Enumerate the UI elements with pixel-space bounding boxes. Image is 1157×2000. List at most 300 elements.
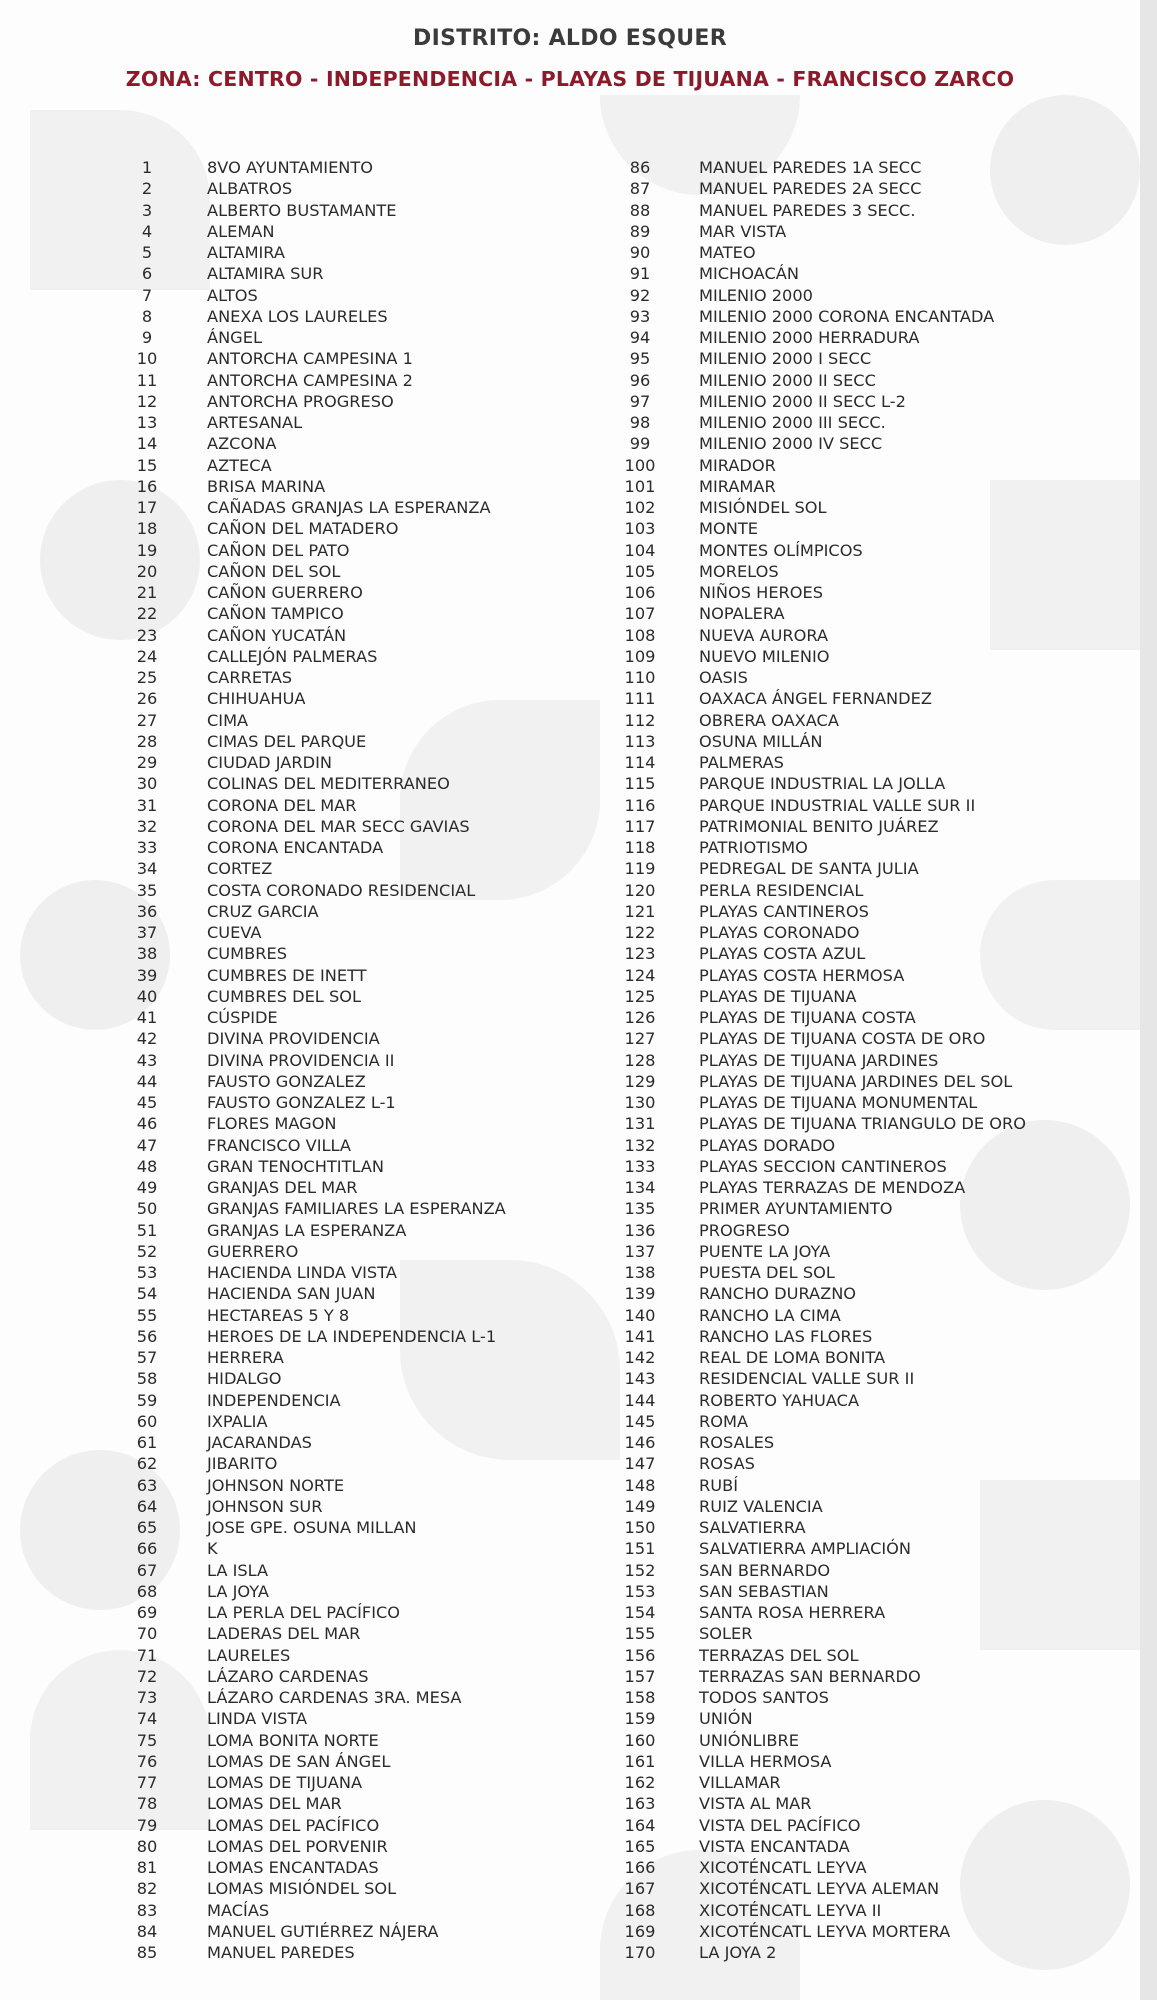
item-name: PARQUE INDUSTRIAL LA JOLLA	[699, 774, 946, 794]
item-number: 81	[136, 1858, 158, 1877]
item-name: TODOS SANTOS	[699, 1688, 829, 1707]
item-number: 169	[624, 1921, 656, 1941]
item-number: 24	[136, 646, 158, 666]
item-number: 114	[624, 753, 656, 772]
item-name: JIBARITO	[207, 1454, 278, 1474]
item-number: 38	[136, 944, 158, 964]
item-number: 129	[624, 1071, 656, 1091]
item-name: TERRAZAS DEL SOL	[699, 1645, 859, 1665]
item-number: 131	[624, 1114, 656, 1134]
item-number: 60	[136, 1411, 158, 1431]
item-name: PLAYAS CANTINEROS	[699, 901, 869, 921]
item-number: 99	[629, 434, 651, 454]
item-name: CORONA ENCANTADA	[207, 838, 384, 857]
item-name: ANTORCHA CAMPESINA 2	[207, 370, 413, 390]
item-name: NIÑOS HEROES	[699, 583, 824, 602]
item-name: ARTESANAL	[207, 413, 303, 432]
item-name: REAL DE LOMA BONITA	[699, 1348, 886, 1367]
item-number: 29	[136, 753, 158, 772]
item-number: 64	[136, 1496, 158, 1516]
item-name: RANCHO LAS FLORES	[699, 1326, 873, 1346]
item-number: 132	[624, 1135, 656, 1155]
item-name: SANTA ROSA HERRERA	[699, 1603, 886, 1622]
item-name: MANUEL PAREDES 2A SECC	[699, 179, 922, 199]
item-number: 112	[624, 710, 656, 730]
item-name: FRANCISCO VILLA	[207, 1135, 351, 1155]
item-number: 155	[624, 1624, 656, 1644]
item-name: CAÑON DEL PATO	[207, 540, 350, 560]
item-name: PLAYAS TERRAZAS DE MENDOZA	[699, 1178, 966, 1197]
item-number: 66	[136, 1539, 158, 1559]
item-number: 102	[624, 498, 656, 517]
item-name: GUERRERO	[207, 1241, 299, 1261]
item-number: 137	[624, 1241, 656, 1261]
item-name: MONTE	[699, 519, 758, 539]
item-name: SOLER	[699, 1624, 753, 1644]
item-number: 61	[136, 1433, 158, 1452]
item-name: CAÑON DEL SOL	[207, 561, 341, 581]
item-number: 125	[624, 986, 656, 1006]
item-name: COSTA CORONADO RESIDENCIAL	[207, 880, 476, 900]
item-name: JOHNSON SUR	[207, 1496, 323, 1516]
item-number: 35	[136, 880, 158, 900]
item-number: 16	[136, 476, 158, 496]
item-number: 33	[136, 838, 158, 857]
item-name: PLAYAS DE TIJUANA JARDINES DEL SOL	[699, 1071, 1013, 1091]
item-name: PRIMER AYUNTAMIENTO	[699, 1199, 893, 1219]
item-name: UNIÓNLIBRE	[699, 1730, 799, 1750]
item-name: JACARANDAS	[207, 1433, 312, 1452]
item-name: LOMAS ENCANTADAS	[207, 1858, 379, 1877]
item-name: CORONA DEL MAR	[207, 795, 357, 815]
item-number: 40	[136, 986, 158, 1006]
item-name: PLAYAS DE TIJUANA COSTA DE ORO	[699, 1029, 986, 1049]
item-number: 115	[624, 774, 656, 794]
item-number: 88	[629, 200, 651, 220]
item-name: MAR VISTA	[699, 221, 787, 241]
item-number: 153	[624, 1581, 656, 1601]
item-number: 156	[624, 1645, 656, 1665]
item-name: ROMA	[699, 1411, 749, 1431]
item-name: CAÑON TAMPICO	[207, 604, 344, 624]
item-name: CARRETAS	[207, 668, 293, 687]
item-number: 93	[629, 306, 651, 326]
item-number: 117	[624, 816, 656, 836]
item-number: 123	[624, 944, 656, 964]
item-name: ALEMAN	[207, 221, 275, 241]
item-number: 20	[136, 561, 158, 581]
item-name: MATEO	[699, 243, 756, 262]
item-number: 17	[136, 498, 158, 517]
item-name: RUIZ VALENCIA	[699, 1496, 823, 1516]
item-name: VISTA AL MAR	[699, 1794, 812, 1814]
item-name: K	[207, 1539, 218, 1559]
item-number: 5	[141, 243, 153, 262]
item-number: 74	[136, 1709, 158, 1729]
item-name: SALVATIERRA	[699, 1518, 806, 1537]
item-number: 170	[624, 1943, 656, 1962]
item-name: MILENIO 2000 HERRADURA	[699, 328, 920, 347]
item-number: 49	[136, 1178, 158, 1197]
item-number: 147	[624, 1454, 656, 1474]
item-number: 154	[624, 1603, 656, 1622]
item-number: 27	[136, 710, 158, 730]
item-name: LÁZARO CARDENAS 3RA. MESA	[207, 1688, 462, 1707]
item-number: 67	[136, 1560, 158, 1580]
item-name: LOMAS DE SAN ÁNGEL	[207, 1751, 391, 1771]
item-name: HERRERA	[207, 1348, 284, 1367]
item-number: 30	[136, 774, 158, 794]
item-number: 92	[629, 285, 651, 305]
item-name: ALBATROS	[207, 179, 293, 199]
item-number: 68	[136, 1581, 158, 1601]
item-name: ALTOS	[207, 285, 258, 305]
item-number: 136	[624, 1220, 656, 1240]
item-name: VISTA ENCANTADA	[699, 1836, 850, 1856]
item-number: 140	[624, 1305, 656, 1325]
item-number: 152	[624, 1560, 656, 1580]
item-name: ANTORCHA CAMPESINA 1	[207, 349, 413, 369]
item-name: PLAYAS DORADO	[699, 1135, 836, 1155]
item-name: CIUDAD JARDIN	[207, 753, 332, 772]
item-number: 105	[624, 561, 656, 581]
item-number: 168	[624, 1900, 656, 1920]
item-name: AZCONA	[207, 434, 277, 454]
item-name: PUESTA DEL SOL	[699, 1263, 835, 1282]
item-name: HIDALGO	[207, 1369, 282, 1389]
item-number: 122	[624, 923, 656, 942]
item-number: 62	[136, 1454, 158, 1474]
item-number: 42	[136, 1029, 158, 1049]
item-number: 95	[629, 349, 651, 369]
item-number: 113	[624, 731, 656, 751]
item-name: CAÑON YUCATÁN	[207, 625, 347, 645]
item-number: 19	[136, 540, 158, 560]
district-title: DISTRITO: ALDO ESQUER	[413, 26, 727, 51]
item-name: HACIENDA SAN JUAN	[207, 1284, 376, 1304]
item-number: 13	[136, 413, 158, 432]
item-name: CUMBRES	[207, 944, 287, 964]
item-name: OSUNA MILLÁN	[699, 731, 823, 751]
zone-subtitle: ZONA: CENTRO - INDEPENDENCIA - PLAYAS DE TIJUANA - FRANCISCO ZARCO	[125, 67, 1015, 91]
item-name: ANTORCHA PROGRESO	[207, 391, 394, 411]
item-number: 87	[629, 179, 651, 199]
item-name: PLAYAS DE TIJUANA	[699, 986, 857, 1006]
item-number: 2	[141, 179, 153, 199]
item-name: CIMA	[207, 710, 249, 730]
item-name: PEDREGAL DE SANTA JULIA	[699, 859, 919, 879]
item-number: 26	[136, 689, 158, 709]
item-name: MANUEL PAREDES 3 SECC.	[699, 200, 916, 220]
item-name: MIRADOR	[699, 455, 776, 475]
item-number: 86	[629, 158, 651, 177]
item-name: HEROES DE LA INDEPENDENCIA L-1	[207, 1326, 497, 1346]
item-number: 79	[136, 1815, 158, 1835]
item-name: XICOTÉNCATL LEYVA II	[699, 1900, 882, 1920]
item-name: 8VO AYUNTAMIENTO	[207, 158, 374, 177]
item-number: 150	[624, 1518, 656, 1537]
item-name: LOMAS DEL PACÍFICO	[207, 1815, 380, 1835]
item-number: 72	[136, 1666, 158, 1686]
item-name: DIVINA PROVIDENCIA II	[207, 1050, 395, 1070]
item-number: 134	[624, 1178, 656, 1197]
item-number: 6	[141, 264, 153, 284]
item-number: 162	[624, 1773, 656, 1792]
item-name: MANUEL PAREDES 1A SECC	[699, 158, 922, 177]
item-name: PLAYAS DE TIJUANA COSTA	[699, 1008, 916, 1027]
item-number: 119	[624, 859, 656, 879]
item-number: 48	[136, 1156, 158, 1176]
item-number: 151	[624, 1539, 656, 1559]
item-name: PLAYAS DE TIJUANA MONUMENTAL	[699, 1093, 978, 1112]
item-number: 166	[624, 1858, 656, 1877]
item-name: OAXACA ÁNGEL FERNANDEZ	[699, 689, 932, 709]
item-number: 53	[136, 1263, 158, 1282]
item-name: MILENIO 2000 II SECC L-2	[699, 391, 906, 411]
item-name: MILENIO 2000 III SECC.	[699, 413, 886, 432]
item-name: VISTA DEL PACÍFICO	[699, 1815, 861, 1835]
item-number: 3	[141, 200, 153, 220]
item-name: HECTAREAS 5 Y 8	[207, 1305, 350, 1325]
item-number: 91	[629, 264, 651, 284]
item-name: IXPALIA	[207, 1411, 268, 1431]
item-number: 100	[624, 455, 656, 475]
item-name: LINDA VISTA	[207, 1709, 308, 1729]
item-number: 157	[624, 1666, 656, 1686]
item-name: MILENIO 2000 CORONA ENCANTADA	[699, 306, 995, 326]
item-name: LA JOYA	[207, 1581, 269, 1601]
item-number: 76	[136, 1751, 158, 1771]
item-name: VILLAMAR	[699, 1773, 781, 1792]
item-number: 18	[136, 519, 158, 539]
item-name: COLINAS DEL MEDITERRANEO	[207, 774, 450, 794]
item-number: 83	[136, 1900, 158, 1920]
item-name: GRAN TENOCHTITLAN	[207, 1156, 385, 1176]
item-name: AZTECA	[207, 455, 272, 475]
item-number: 58	[136, 1369, 158, 1389]
item-name: LA ISLA	[207, 1560, 269, 1580]
item-number: 103	[624, 519, 656, 539]
item-name: PLAYAS DE TIJUANA TRIANGULO DE ORO	[699, 1114, 1026, 1134]
item-name: INDEPENDENCIA	[207, 1390, 341, 1410]
item-number: 94	[629, 328, 651, 347]
item-number: 78	[136, 1794, 158, 1814]
item-name: PERLA RESIDENCIAL	[699, 880, 864, 900]
item-number: 167	[624, 1879, 656, 1899]
item-number: 44	[136, 1071, 158, 1091]
item-name: CORONA DEL MAR SECC GAVIAS	[207, 816, 470, 836]
item-name: LAURELES	[207, 1645, 291, 1665]
item-number: 55	[136, 1305, 158, 1325]
item-name: TERRAZAS SAN BERNARDO	[699, 1666, 921, 1686]
item-name: GRANJAS LA ESPERANZA	[207, 1220, 407, 1240]
item-name: NUEVA AURORA	[699, 625, 829, 645]
item-number: 1	[141, 158, 153, 177]
item-name: LÁZARO CARDENAS	[207, 1666, 369, 1686]
item-number: 143	[624, 1369, 656, 1389]
item-number: 39	[136, 965, 158, 985]
item-number: 160	[624, 1730, 656, 1750]
item-name: LA PERLA DEL PACÍFICO	[207, 1603, 401, 1622]
item-name: CAÑADAS GRANJAS LA ESPERANZA	[207, 498, 491, 517]
item-number: 54	[136, 1284, 158, 1304]
item-number: 9	[141, 328, 153, 347]
item-number: 45	[136, 1093, 158, 1112]
item-number: 158	[624, 1688, 656, 1707]
item-name: MISIÓNDEL SOL	[699, 498, 827, 517]
item-name: XICOTÉNCATL LEYVA ALEMAN	[699, 1879, 940, 1899]
item-name: GRANJAS FAMILIARES LA ESPERANZA	[207, 1199, 506, 1219]
item-number: 138	[624, 1263, 656, 1282]
item-number: 111	[624, 689, 656, 709]
item-number: 109	[624, 646, 656, 666]
item-name: ALTAMIRA SUR	[207, 264, 324, 284]
item-number: 104	[624, 540, 656, 560]
item-name: CUMBRES DEL SOL	[207, 986, 362, 1006]
item-name: MORELOS	[699, 561, 779, 581]
item-number: 41	[136, 1008, 158, 1027]
item-number: 159	[624, 1709, 656, 1729]
item-number: 107	[624, 604, 656, 624]
item-number: 4	[141, 221, 153, 241]
item-name: PLAYAS DE TIJUANA JARDINES	[699, 1050, 939, 1070]
item-name: CRUZ GARCIA	[207, 901, 319, 921]
item-name: MICHOACÁN	[699, 264, 799, 284]
item-number: 32	[136, 816, 158, 836]
item-number: 89	[629, 221, 651, 241]
item-name: BRISA MARINA	[207, 476, 326, 496]
item-number: 101	[624, 476, 656, 496]
item-number: 90	[629, 243, 651, 262]
item-number: 46	[136, 1114, 158, 1134]
item-name: PUENTE LA JOYA	[699, 1241, 831, 1261]
item-name: PLAYAS COSTA AZUL	[699, 944, 866, 964]
item-number: 148	[624, 1475, 656, 1495]
item-number: 141	[624, 1326, 656, 1346]
item-number: 80	[136, 1836, 158, 1856]
item-number: 126	[624, 1008, 656, 1027]
item-name: FAUSTO GONZALEZ	[207, 1071, 366, 1091]
item-number: 146	[624, 1433, 656, 1452]
item-name: CORTEZ	[207, 859, 273, 879]
item-number: 165	[624, 1836, 656, 1856]
item-name: MILENIO 2000	[699, 285, 813, 305]
item-name: VILLA HERMOSA	[699, 1751, 832, 1771]
item-number: 85	[136, 1943, 158, 1962]
item-number: 163	[624, 1794, 656, 1814]
item-name: NUEVO MILENIO	[699, 646, 830, 666]
item-number: 127	[624, 1029, 656, 1049]
item-number: 10	[136, 349, 158, 369]
item-number: 56	[136, 1326, 158, 1346]
item-name: DIVINA PROVIDENCIA	[207, 1029, 380, 1049]
item-number: 11	[136, 370, 158, 390]
item-name: MONTES OLÍMPICOS	[699, 540, 863, 560]
item-name: PARQUE INDUSTRIAL VALLE SUR II	[699, 795, 976, 815]
item-number: 8	[141, 306, 153, 326]
item-name: ÁNGEL	[207, 328, 262, 347]
item-number: 128	[624, 1050, 656, 1070]
item-name: LA JOYA 2	[699, 1943, 777, 1962]
item-number: 70	[136, 1624, 158, 1644]
item-number: 63	[136, 1475, 158, 1495]
item-name: CUMBRES DE INETT	[207, 965, 367, 985]
item-name: FLORES MAGON	[207, 1114, 337, 1134]
item-number: 108	[624, 625, 656, 645]
item-number: 133	[624, 1156, 656, 1176]
item-name: JOHNSON NORTE	[207, 1475, 345, 1495]
item-name: LOMAS MISIÓNDEL SOL	[207, 1879, 397, 1899]
item-number: 97	[629, 391, 651, 411]
item-name: PLAYAS CORONADO	[699, 923, 860, 942]
item-number: 98	[629, 413, 651, 432]
item-name: CAÑON DEL MATADERO	[207, 519, 399, 539]
item-number: 71	[136, 1645, 158, 1665]
item-number: 15	[136, 455, 158, 475]
item-name: CAÑON GUERRERO	[207, 583, 363, 602]
item-name: ROSAS	[699, 1454, 755, 1474]
item-number: 25	[136, 668, 158, 687]
item-name: PALMERAS	[699, 753, 784, 772]
item-number: 106	[624, 583, 656, 602]
item-name: MILENIO 2000 II SECC	[699, 370, 876, 390]
item-name: RESIDENCIAL VALLE SUR II	[699, 1369, 915, 1389]
item-number: 43	[136, 1050, 158, 1070]
item-number: 21	[136, 583, 158, 602]
item-name: ALTAMIRA	[207, 243, 285, 262]
page-scrollbar[interactable]	[1140, 0, 1157, 2000]
item-number: 130	[624, 1093, 656, 1112]
item-number: 65	[136, 1518, 158, 1537]
item-name: MANUEL PAREDES	[207, 1943, 355, 1962]
item-number: 7	[141, 285, 153, 305]
item-number: 124	[624, 965, 656, 985]
item-number: 12	[136, 391, 158, 411]
item-number: 82	[136, 1879, 158, 1899]
item-number: 96	[629, 370, 651, 390]
item-name: RUBÍ	[699, 1475, 738, 1495]
item-name: XICOTÉNCATL LEYVA MORTERA	[699, 1921, 951, 1941]
item-name: XICOTÉNCATL LEYVA	[699, 1858, 867, 1877]
item-number: 84	[136, 1921, 158, 1941]
item-number: 51	[136, 1220, 158, 1240]
item-name: MILENIO 2000 I SECC	[699, 349, 872, 369]
item-name: LOMAS DEL PORVENIR	[207, 1836, 388, 1856]
item-name: SALVATIERRA AMPLIACIÓN	[699, 1539, 911, 1559]
item-number: 161	[624, 1751, 656, 1771]
item-number: 23	[136, 625, 158, 645]
item-number: 14	[136, 434, 158, 454]
item-number: 145	[624, 1411, 656, 1431]
item-name: ROSALES	[699, 1433, 775, 1452]
item-name: ANEXA LOS LAURELES	[207, 306, 388, 326]
item-name: FAUSTO GONZALEZ L-1	[207, 1093, 396, 1112]
item-number: 118	[624, 838, 656, 857]
item-number: 135	[624, 1199, 656, 1219]
item-number: 69	[136, 1603, 158, 1622]
item-name: LOMAS DEL MAR	[207, 1794, 342, 1814]
item-name: HACIENDA LINDA VISTA	[207, 1263, 397, 1282]
item-name: OBRERA OAXACA	[699, 710, 839, 730]
item-name: PLAYAS SECCION CANTINEROS	[699, 1156, 947, 1176]
item-name: NOPALERA	[699, 604, 785, 624]
item-number: 144	[624, 1390, 656, 1410]
item-number: 120	[624, 880, 656, 900]
item-name: LADERAS DEL MAR	[207, 1624, 361, 1644]
item-name: GRANJAS DEL MAR	[207, 1178, 358, 1197]
item-name: MILENIO 2000 IV SECC	[699, 434, 883, 454]
item-number: 52	[136, 1241, 158, 1261]
